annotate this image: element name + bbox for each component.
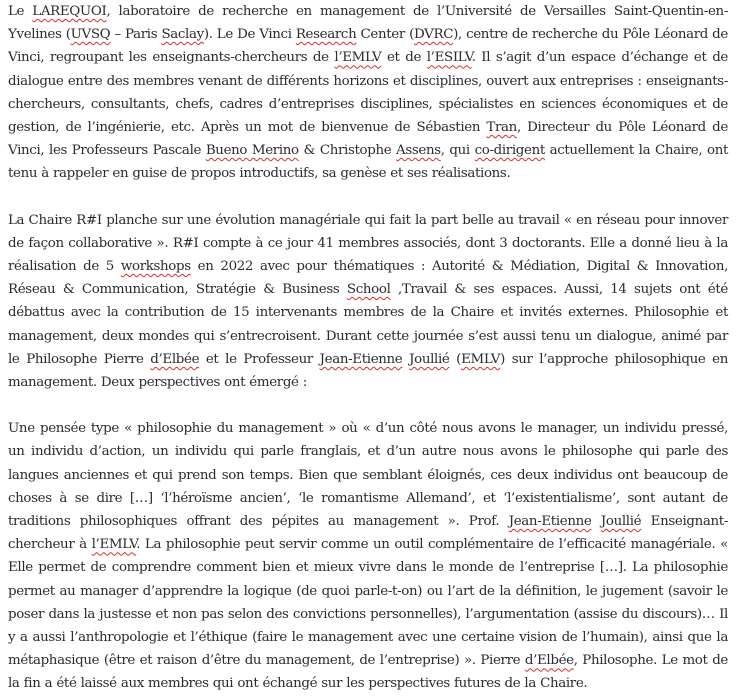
text-run: actuellement la Chaire, ont tenu à rappeler en guise de propos introductifs, sa genèse et ses réalisations. — [8, 143, 728, 182]
paragraph-chaire — [8, 209, 728, 395]
text-run: , Directeur du Pôle Léonard de Vinci, les Professeurs Pascale — [8, 120, 728, 159]
spellcheck-flagged-word: Saclay — [161, 27, 204, 43]
spellcheck-flagged-word: LAREQUOI — [32, 4, 107, 19]
text-run: Une pensée type « philosophie du management » où « d’un côté nous avons le manager, un individu pressé, un individu d’action, un individu qui parle franglais, et d’un autre nous avons le philosophe qui parle des langues anciennes et qui prend son temps. Bien que semblant éloignés, ces deux individus ont beaucoup de choses à se dire […] ‘l’héroïsme ancien’, ‘le romantisme Allemand’, et ‘l’existentialisme’, sont autant de traditions philosophiques offrant des pépites au management ». Prof. — [8, 421, 728, 530]
spellcheck-flagged-word: EMLV — [461, 351, 501, 367]
spellcheck-flagged-word: l’EMLV — [91, 537, 137, 553]
text-run: ), centre de recherche du Pôle Léonard de Vinci, regroupant les enseignants-chercheurs de — [8, 27, 728, 66]
spellcheck-flagged-word: Joullié — [600, 514, 642, 530]
spellcheck-flagged-word: DVRC — [414, 27, 454, 43]
text-run: Le — [8, 4, 33, 19]
spellcheck-flagged-word: workshops — [120, 259, 191, 275]
spellcheck-flagged-word: l’EMLV — [334, 50, 382, 66]
text-run: et le Professeur — [199, 351, 320, 367]
spellcheck-flagged-word: d’Elbée — [524, 653, 574, 669]
text-run: ) sur l’approche philosophique en management. Deux perspectives ont émergé : — [8, 351, 728, 391]
text-run: , Philosophe. Le mot de la fin a été laissé aux membres qui ont échangé sur les perspectives futures de la Chaire. — [8, 653, 728, 692]
text-run: ,Travail & ses espaces. Aussi, 14 sujets ont été débattus avec la contribution de 15 intervenants membres de la Chaire et invités externes. Philosophie et management, deux mondes qui s’entrecroisent. Durant cette journée s’est aussi tenu un dialogue, animé par le Philosophe Pierre — [8, 282, 728, 367]
paragraph-intro — [8, 0, 728, 186]
spellcheck-flagged-word: Tran — [486, 120, 517, 136]
spellcheck-flagged-word: Jean-Etienne — [508, 514, 592, 530]
spellcheck-flagged-word: Bueno Merino — [205, 143, 299, 159]
text-run: et de — [381, 50, 427, 66]
spellcheck-flagged-word: d’Elbée — [150, 351, 200, 367]
spellcheck-flagged-word: co-dirigent — [474, 143, 545, 159]
spellcheck-flagged-word: UVSQ — [70, 27, 111, 43]
spellcheck-flagged-word: Joullié — [409, 351, 450, 367]
text-run: , laboratoire de recherche en management de l’Université de Versailles Saint-Quentin-en-Yvelines ( — [8, 4, 728, 43]
spellcheck-flagged-word: Assens — [396, 143, 441, 159]
text-run: ). Le De Vinci — [203, 27, 296, 43]
text-run: – Paris — [110, 27, 162, 43]
text-run: Center ( — [356, 27, 414, 43]
spellcheck-flagged-word: Research — [295, 27, 357, 43]
text-run: . Il s’agit d’un espace d’échange et de dialogue entre des membres venant de différents horizons et disciplines, ouvert aux entreprises : enseignants-chercheurs, consultants, chefs, cadres d’entreprises disciplines, spécialistes en sciences économiques et de gestion, de l’ingénierie, etc. Après un mot de bienvenue de Sébastien — [8, 50, 728, 136]
text-run: . La philosophie peut servir comme un outil complémentaire de l’efficacité managériale. « Elle permet de comprendre comment bien et mieux vivre dans le monde de l’entreprise […]. La philosophie permet au manager d’apprendre la logique (de quoi parle-t-on) ou l’art de la définition, le jugement (savoir le poser dans la justesse et non pas selon des convictions personnelles), l’argumentation (assise du discours)… Il y a aussi l’anthropologie et l’éthique (faire le management avec une certaine vision de l’humain), ainsi que la métaphasique (être et raison d’être du management, de l’entreprise) ». Pierre — [8, 537, 728, 669]
spellcheck-flagged-word: School — [346, 282, 391, 298]
text-run: en 2022 avec pour thématiques : Autorité & Médiation, Digital & Innovation, Réseau & Communication, Stratégie & Business — [8, 259, 729, 298]
text-run: & Christophe — [298, 143, 397, 159]
spellcheck-flagged-word: Jean-Etienne — [319, 351, 403, 367]
text-run — [591, 514, 600, 529]
text-run: La Chaire R#I planche sur une évolution managériale qui fait la part belle au travail « en réseau pour innover de façon collaborative ». R#I compte à ce jour 41 membres associés, dont 3 doctorants. Elle a donné lieu à la réalisation de 5 — [8, 212, 728, 275]
spellcheck-flagged-word: l’ESILV — [426, 50, 472, 66]
text-run: Enseignant-chercheur à — [8, 514, 729, 553]
text-run: , qui — [440, 143, 475, 159]
text-run: ( — [449, 351, 462, 367]
